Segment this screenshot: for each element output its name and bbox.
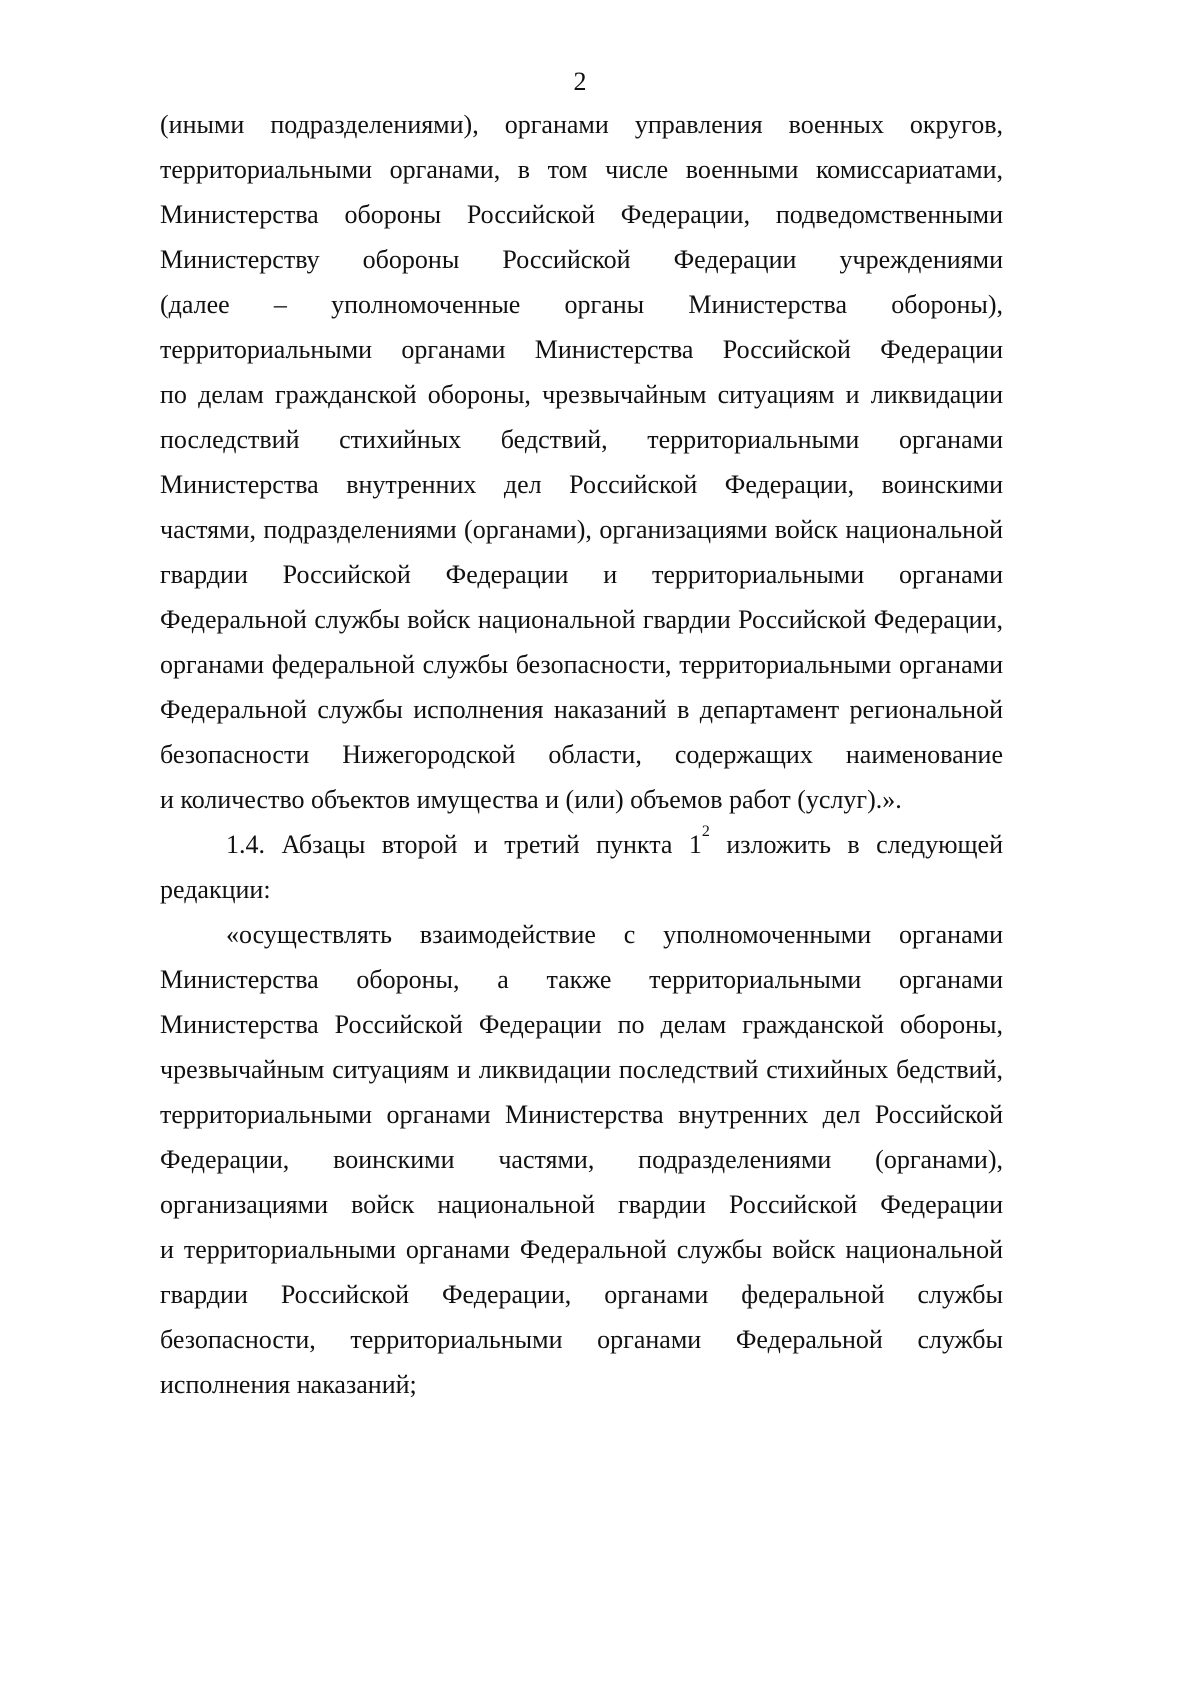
text-line: Министерства обороны Российской Федерации, подведомственными [160, 200, 1003, 229]
text-line: и территориальными органами Федеральной службы войск национальной [160, 1235, 1003, 1264]
text-line: безопасности, территориальными органами Федеральной службы [160, 1325, 1003, 1354]
text-line: Министерства Российской Федерации по делам гражданской обороны, [160, 1010, 1003, 1039]
text-line: частями, подразделениями (органами), организациями войск национальной [160, 515, 1003, 544]
text-line: Федерации, воинскими частями, подразделениями (органами), [160, 1145, 1003, 1174]
text-line: территориальными органами Министерства Российской Федерации [160, 335, 1003, 364]
text-line: по делам гражданской обороны, чрезвычайным ситуациям и ликвидации [160, 380, 1003, 409]
text-line: «осуществлять взаимодействие с уполномоченными органами [226, 920, 1003, 949]
text-line: исполнения наказаний; [160, 1370, 417, 1399]
paragraph-continuation [160, 102, 1003, 822]
text-line: (иными подразделениями), органами управления военных округов, [160, 110, 1003, 139]
text-line: территориальными органами Министерства внутренних дел Российской [160, 1100, 1003, 1129]
document-body [160, 102, 1003, 1407]
text-line: Министерства обороны, а также территориальными органами [160, 965, 1003, 994]
text-line: гвардии Российской Федерации, органами федеральной службы [160, 1280, 1003, 1309]
text-line: и количество объектов имущества и (или) объемов работ (услуг).». [160, 785, 902, 814]
text-line: Министерству обороны Российской Федерации учреждениями [160, 245, 1003, 274]
superscript: 2 [701, 823, 710, 840]
text-line: Министерства внутренних дел Российской Федерации, воинскими [160, 470, 1003, 499]
text-line: Федеральной службы исполнения наказаний в департамент региональной [160, 695, 1003, 724]
paragraph-item-1-4 [160, 822, 1003, 912]
item-text: 1.4. Абзацы второй и третий пункта 1 [226, 830, 702, 859]
text-line: органами федеральной службы безопасности, территориальными органами [160, 650, 1003, 679]
text-line: чрезвычайным ситуациям и ликвидации последствий стихийных бедствий, [160, 1055, 1003, 1084]
text-line: (далее – уполномоченные органы Министерства обороны), [160, 290, 1003, 319]
page-number: 2 [573, 67, 587, 96]
text-line: территориальными органами, в том числе военными комиссариатами, [160, 155, 1003, 184]
text-line [160, 822, 1003, 867]
text-line: редакции: [160, 875, 271, 904]
item-text: изложить в следующей [709, 830, 1003, 859]
text-line: Федеральной службы войск национальной гвардии Российской Федерации, [160, 605, 1003, 634]
text-line: гвардии Российской Федерации и территориальными органами [160, 560, 1003, 589]
text-line: безопасности Нижегородской области, содержащих наименование [160, 740, 1003, 769]
text-line: последствий стихийных бедствий, территориальными органами [160, 425, 1003, 454]
paragraph-quoted [160, 912, 1003, 1407]
text-line: организациями войск национальной гвардии Российской Федерации [160, 1190, 1003, 1219]
